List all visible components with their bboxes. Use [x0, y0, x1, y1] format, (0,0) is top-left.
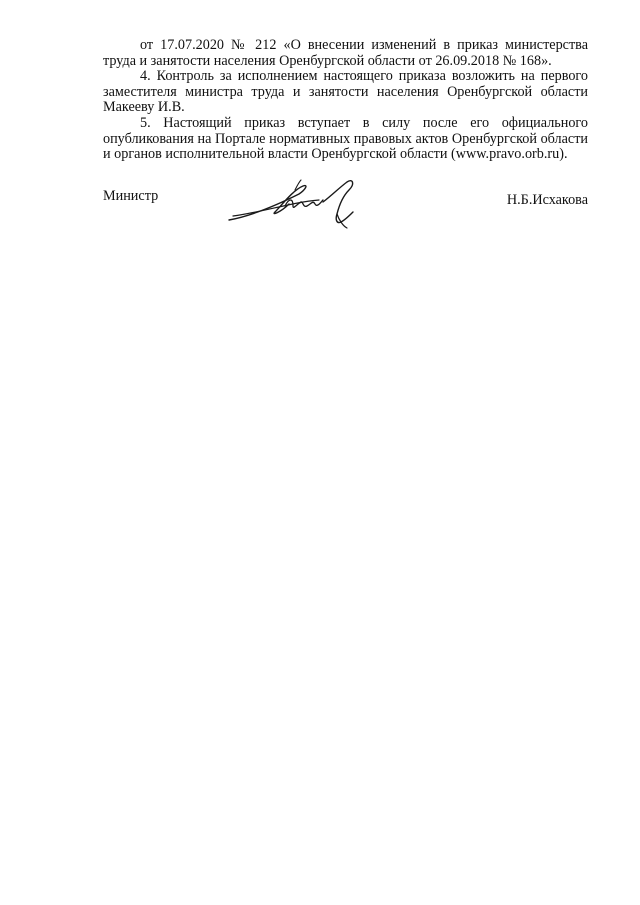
paragraph-item-5: 5. Настоящий приказ вступает в силу после его официального опубликования на Портале нормативных правовых актов Оренбургской области и органов исполнительной власти Оренбургской области (www.pravo.orb.ru).	[103, 114, 588, 163]
paragraph-continuation: от 17.07.2020 № 212 «О внесении изменений в приказ министерства труда и занятости населения Оренбургской области от 26.09.2018 № 168».	[103, 37, 588, 69]
signature-block	[103, 188, 588, 238]
paragraph-item-4: 4. Контроль за исполнением настоящего приказа возложить на первого заместителя министра труда и занятости населения Оренбургской области Макееву И.В.	[103, 68, 588, 116]
signatory-title: Министр	[103, 188, 159, 204]
signatory-name: Н.Б.Исхакова	[506, 192, 588, 208]
document-body	[103, 38, 588, 163]
handwritten-signature	[223, 176, 383, 232]
